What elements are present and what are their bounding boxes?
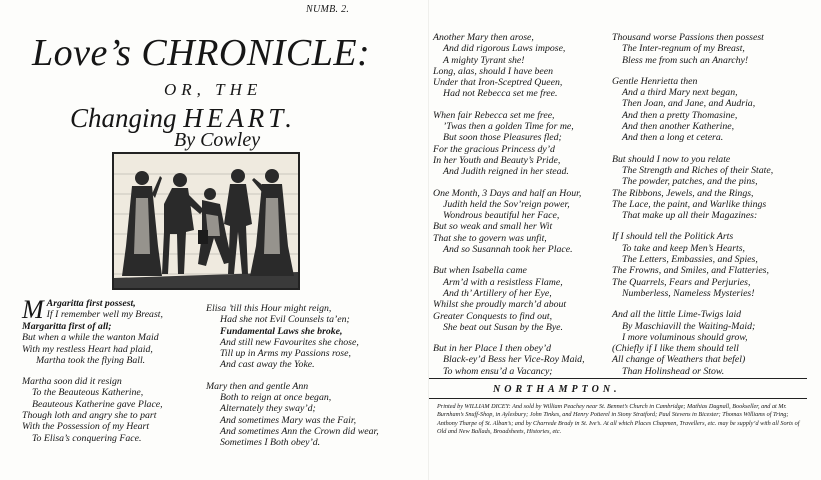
verse-line: When fair Rebecca set me free,: [433, 109, 555, 121]
verse-line: Beauteous Katherine gave Place,: [32, 398, 163, 410]
verse-line: A mighty Tyrant she!: [443, 54, 525, 66]
verse-line: The Letters, Embassies, and Spies,: [622, 254, 758, 266]
page-fold: [428, 0, 429, 480]
verse-line: And all the little Lime-Twigs laid: [612, 309, 742, 321]
verse-line: That make up all their Magazines:: [622, 210, 758, 222]
verse-line: Martha took the flying Ball.: [36, 354, 146, 366]
stanza: [206, 303, 379, 371]
verse-line: Under that Iron-Sceptred Queen,: [433, 77, 563, 89]
stanza: [612, 309, 773, 377]
verse-line: But should I now to you relate: [612, 153, 731, 165]
verse-line: To Elisa’s conquering Face.: [32, 432, 142, 444]
verse-line: And then another Katherine,: [622, 121, 735, 133]
verse-line: Numberless, Nameless Mysteries!: [622, 287, 755, 299]
verse-line: Mary then and gentle Ann: [206, 380, 309, 392]
verse-line: The Ribbons, Jewels, and the Rings,: [612, 187, 754, 199]
verse-line: And th’ Artillery of her Eye,: [443, 287, 552, 299]
verse-line: Arm’d with a resistless Flame,: [443, 276, 563, 288]
title-or: OR, THE: [164, 80, 263, 99]
verse-line: Till up in Arms my Passions rose,: [220, 348, 351, 360]
imprint-rule-top: [429, 378, 807, 379]
verse-line: Then Joan, and Jane, and Audria,: [622, 98, 756, 110]
verse-line: She beat out Susan by the Bye.: [443, 321, 563, 333]
poem-column-right-a: [433, 32, 585, 377]
verse-line: And Judith reigned in her stead.: [443, 166, 569, 178]
verse-line: Margaritta first of all;: [22, 321, 112, 332]
verse-line: If I remember well my Breast,: [46, 309, 163, 321]
stanza: [612, 32, 773, 66]
verse-line: Sometimes I Both obey’d.: [220, 437, 321, 449]
verse-line: The Inter-regnum of my Breast,: [622, 43, 745, 55]
verse-line: Greater Conquests to find out,: [433, 310, 553, 322]
verse-line: Alternately they sway’d;: [220, 403, 316, 415]
stanza: [433, 110, 585, 178]
verse-line: Thousand worse Passions then possest: [612, 32, 764, 43]
verse-line: To take and keep Men’s Hearts,: [622, 242, 745, 254]
verse-line: The Quarrels, Fears and Perjuries,: [612, 276, 751, 288]
stanza: [22, 376, 163, 444]
verse-line: Elisa ’till this Hour might reign,: [206, 303, 332, 314]
poem-column-left-a: [22, 295, 163, 444]
verse-line: To whom ensu’d a Vacancy;: [443, 365, 553, 377]
verse-line: And did rigorous Laws impose,: [443, 43, 566, 55]
verse-line: I more voluminous should grow,: [622, 331, 748, 343]
imprint-place: NORTHAMPTON.: [493, 384, 621, 395]
verse-line: ’Twas then a golden Time for me,: [443, 121, 574, 133]
stanza: [612, 76, 773, 144]
poem-column-right-b: [612, 32, 773, 377]
verse-line: The powder, patches, and the pins,: [622, 176, 758, 188]
page-title: Love’s CHRONICLE:: [32, 32, 371, 74]
verse-line: And a third Mary next began,: [622, 87, 738, 99]
verse-line: But when Isabella came: [433, 265, 527, 277]
verse-line: And then a long et cetera.: [622, 132, 724, 144]
verse-line: But soon those Pleasures fled;: [443, 132, 562, 144]
verse-line: Black-ey’d Bess her Vice-Roy Maid,: [443, 354, 585, 366]
verse-line: Though loth and angry she to part: [22, 410, 157, 422]
verse-line: And sometimes Ann the Crown did wear,: [220, 425, 379, 437]
verse-line: Long, alas, should I have been: [433, 65, 553, 77]
stanza: [433, 32, 585, 100]
subtitle-lead: Changing: [70, 103, 177, 133]
drop-cap: M: [22, 295, 44, 324]
verse-line: Fundamental Laws she broke,: [220, 325, 343, 337]
verse-line: Had she not Evil Counsels ta’en;: [220, 314, 350, 326]
verse-line: With the Possession of my Heart: [22, 421, 150, 433]
verse-line: Wondrous beautiful her Face,: [443, 210, 560, 222]
verse-line: The Frowns, and Smiles, and Flatteries,: [612, 265, 769, 277]
verse-line: Gentle Henrietta then: [612, 75, 698, 87]
verse-line: To the Beauteous Katherine,: [32, 387, 144, 399]
imprint-text: Printed by WILLIAM DICEY: And sold by William Peachey near St. Bennet’s Church in Cambridge; Mathias Dagnall, Bookseller, and at Mr. Burnham’s Snuff-Shop, in Aylesbury; John Tinkes, and Henry Potterel in Stony Stratford; Paul Stevens in Bicester; Thomas Williams of Tring; Anthony Tharpe of St. Alban’s; and by Charrede Brady in St. Ive’s. At all which Places Chapmen, Travellers, etc. may be supply’d with all Sorts of Old and New Ballads, Broadsheets, Histories, etc.: [437, 403, 800, 435]
verse-line: Whilst she proudly march’d about: [433, 299, 567, 311]
sheet-number: NUMB. 2.: [306, 4, 350, 15]
stanza: [433, 343, 585, 377]
stanza: [612, 231, 773, 299]
verse-line: And then a pretty Thomasine,: [622, 109, 738, 121]
verse-line: And still new Favourites she chose,: [220, 336, 359, 348]
verse-line: Had not Rebecca set me free.: [443, 88, 558, 100]
woodcut-illustration: [112, 152, 300, 290]
verse-line: In her Youth and Beauty’s Pride,: [433, 154, 561, 166]
verse-line: And cast away the Yoke.: [220, 359, 315, 371]
verse-line: And sometimes Mary was the Fair,: [220, 414, 357, 426]
verse-line: For the gracious Princess dy’d: [433, 143, 555, 155]
stanza: [206, 381, 379, 449]
verse-line: The Lace, the paint, and Warlike things: [612, 198, 767, 210]
woodcut-figures-icon: [114, 154, 298, 288]
verse-line: But so weak and small her Wit: [433, 221, 553, 233]
verse-line: And so Susannah took her Place.: [443, 244, 573, 256]
author-line: By Cowley: [174, 129, 261, 151]
verse-line: Martha soon did it resign: [22, 376, 122, 388]
verse-line: With my restless Heart had plaid,: [22, 343, 153, 355]
verse-line: If I should tell the Politick Arts: [612, 231, 734, 243]
verse-line: Another Mary then arose,: [433, 32, 534, 43]
verse-line: Both to reign at once began,: [220, 392, 332, 404]
stanza: [433, 188, 585, 256]
poem-column-left-b: [206, 303, 379, 449]
verse-line: But in her Place I then obey’d: [433, 343, 552, 355]
verse-line: But when a while the wanton Maid: [22, 332, 159, 344]
verse-line: Judith held the Sov’reign power,: [443, 198, 570, 210]
verse-line: By Maschiavill the Waiting-Maid;: [622, 320, 756, 332]
stanza: [612, 154, 773, 222]
subtitle-caps: HEART.: [183, 103, 297, 133]
imprint-rule-bottom: [429, 398, 807, 399]
verse-line: Argaritta first possest,: [46, 298, 136, 309]
verse-line: Than Holinshead or Stow.: [622, 365, 725, 377]
verse-line: All change of Weathers that befel): [612, 354, 746, 366]
verse-line: The Strength and Riches of their State,: [622, 164, 774, 176]
stanza: [433, 265, 585, 333]
verse-line: That she to govern was unfit,: [433, 232, 547, 244]
verse-line: One Month, 3 Days and half an Hour,: [433, 187, 582, 199]
stanza: [22, 295, 163, 366]
verse-line: Bless me from such an Anarchy!: [622, 54, 749, 66]
verse-line: (Chiefly if I like them should tell: [612, 343, 739, 355]
